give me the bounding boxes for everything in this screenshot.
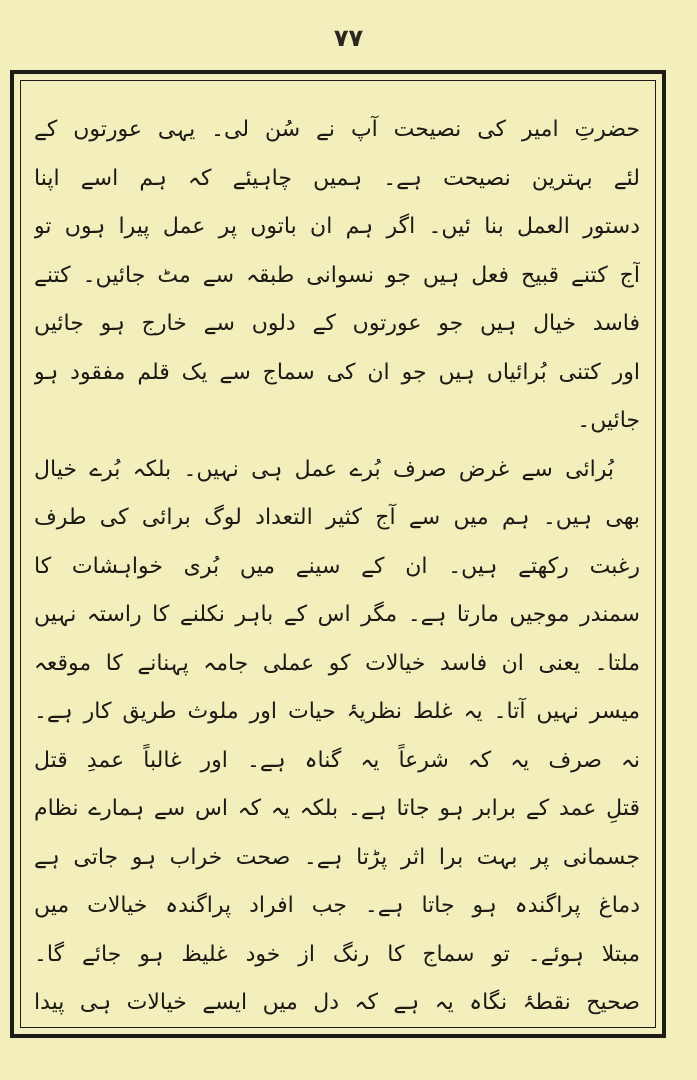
text-line: بُرائی سے غرض صرف بُرے عمل ہی نہیں۔ بلکہ بُرے خیال bbox=[34, 456, 614, 482]
text-line: حضرتِ امیر کی نصیحت آپ نے سُن لی۔ یہی عورتوں کے bbox=[34, 117, 640, 142]
text-line: دستور العمل بنا ئیں۔ اگر ہم ان باتوں پر عمل پیرا ہوں تو bbox=[34, 214, 640, 239]
text-line: مبتلا ہوئے۔ تو سماج کا رنگ از خود غلیظ ہو جائے گا۔ bbox=[34, 941, 640, 967]
page-number: ۷۷ bbox=[333, 24, 364, 52]
text-line: ملتا۔ یعنی ان فاسد خیالات کو عملی جامہ پہنانے کا موقعہ bbox=[34, 650, 640, 676]
text-line: قتلِ عمد کے برابر ہو جاتا ہے۔ بلکہ یہ کہ اس سے ہمارے نظام bbox=[34, 796, 640, 821]
body-text bbox=[34, 106, 640, 1028]
text-line: میسر نہیں آتا۔ یہ غلط نظریۂ حیات اور ملوث طریق کار ہے۔ bbox=[34, 699, 640, 724]
text-line: رغبت رکھتے ہیں۔ ان کے سینے میں بُری خواہشات کا bbox=[34, 553, 640, 579]
text-line: لئے بہترین نصیحت ہے۔ ہمیں چاہیئے کہ ہم اسے اپنا bbox=[34, 165, 640, 191]
text-line: جائیں۔ bbox=[577, 408, 640, 433]
text-line: سمندر موجیں مارتا ہے۔ مگر اس کے باہر نکلنے کا راستہ نہیں bbox=[34, 602, 640, 627]
text-line: اور کتنی بُرائیاں ہیں جو ان کی سماج سے یک قلم مفقود ہو bbox=[34, 359, 640, 385]
text-line: فاسد خیال ہیں جو عورتوں کے دلوں سے خارج ہو جائیں bbox=[34, 311, 640, 336]
text-line: دماغ پراگندہ ہو جاتا ہے۔ جب افراد پراگندہ خیالات میں bbox=[34, 893, 640, 918]
text-line: جسمانی پر بہت برا اثر پڑتا ہے۔ صحت خراب ہو جاتی ہے bbox=[34, 844, 640, 870]
text-line: صحیح نقطۂ نگاہ یہ ہے کہ دل میں ایسے خیالات ہی پیدا bbox=[34, 990, 640, 1015]
text-line: آج کتنے قبیح فعل ہیں جو نسوانی طبقہ سے مٹ جائیں۔ کتنے bbox=[34, 262, 640, 288]
text-line: نہ صرف یہ کہ شرعاً یہ گناہ ہے۔ اور غالباً عمدِ قتل bbox=[34, 747, 640, 773]
text-line: بھی ہیں۔ ہم میں سے آج کثیر التعداد لوگ برائی کی طرف bbox=[34, 505, 640, 530]
